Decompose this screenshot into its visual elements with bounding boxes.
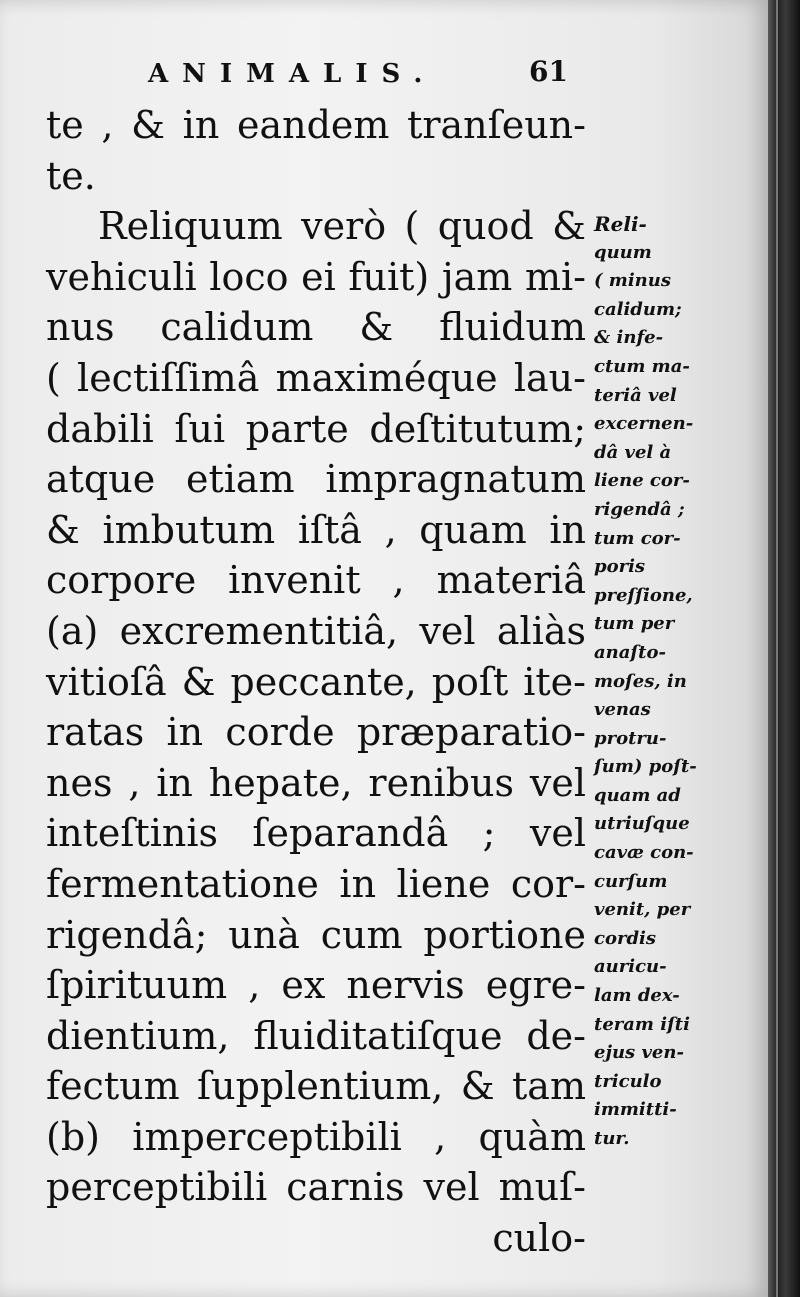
text-line: ratas in corde præparatio- — [46, 710, 586, 755]
marginal-note-line: cavæ con- — [594, 842, 694, 864]
marginal-note-line: ctum ma- — [594, 355, 690, 377]
text-line: perceptibili carnis vel muſ- — [46, 1165, 586, 1210]
text-line: ſpirituum , ex nervis egre- — [46, 963, 586, 1008]
marginal-note-line: ſum) poſt- — [594, 756, 697, 778]
marginal-note-line: quam ad — [594, 784, 681, 806]
text-line: Reliquum verò ( quod & — [98, 204, 586, 249]
marginal-note-line: protru- — [594, 727, 667, 749]
marginal-note-line: teram iſti — [594, 1013, 690, 1035]
marginal-note-line: tum cor- — [594, 527, 681, 549]
text-line: nes , in hepate, renibus vel — [46, 760, 586, 805]
marginal-note-line: rigendâ ; — [594, 498, 685, 520]
running-head: ANIMALIS. — [148, 59, 437, 89]
text-line: te , & in eandem tranſeun- — [46, 103, 586, 147]
text-line: vitioſâ & peccante, poſt ite- — [46, 659, 586, 704]
marginal-note-line: liene cor- — [594, 470, 690, 492]
text-line: (a) excrementitiâ, vel aliàs — [46, 608, 586, 653]
marginal-note-line: curſum — [594, 870, 668, 892]
marginal-note-line: tum per — [594, 613, 675, 635]
text-line: ( lectiſſimâ maximéque lau- — [46, 355, 586, 400]
marginal-note-line: calidum; — [594, 298, 682, 320]
page-header — [148, 55, 568, 99]
marginal-note-line: immitti- — [594, 1099, 677, 1121]
marginal-note-line: anaſto- — [594, 641, 666, 663]
text-line: vehiculi loco ei fuit) jam mi- — [46, 254, 586, 299]
marginal-note-line: tur. — [594, 1128, 630, 1149]
marginal-note-line: Reli- — [594, 212, 647, 236]
book-spine-edge — [768, 0, 800, 1297]
text-line: fectum ſupplentium, & tam — [46, 1064, 586, 1109]
text-line: rigendâ; unà cum portione — [46, 912, 586, 957]
marginal-note-line: triculo — [594, 1070, 662, 1092]
text-line: nus calidum & fluidum — [46, 305, 586, 350]
marginal-note-line: ejus ven- — [594, 1042, 684, 1064]
marginal-note-line: moſes, in — [594, 670, 687, 692]
marginal-note-line: & infe- — [594, 327, 664, 349]
marginal-note-line: ( minus — [594, 270, 671, 292]
marginal-note — [594, 210, 714, 1154]
text-line: fermentatione in liene cor- — [46, 861, 586, 906]
marginal-note-line: lam dex- — [594, 985, 680, 1007]
text-line: dientium, fluiditatiſque de- — [46, 1013, 586, 1058]
marginal-note-line: venit, per — [594, 899, 691, 921]
marginal-note-line: teriâ vel — [594, 384, 677, 406]
text-line: te. — [46, 153, 96, 198]
text-line: & imbutum iſtâ , quam in — [46, 507, 586, 552]
marginal-note-line: dâ vel à — [594, 441, 672, 463]
marginal-note-line: poris — [594, 556, 646, 578]
page-number: 61 — [529, 55, 568, 88]
text-line: (b) imperceptibili , quàm — [46, 1114, 586, 1159]
marginal-note-line: venas — [594, 699, 651, 721]
main-text-block — [46, 100, 586, 1264]
marginal-note-line: utriuſque — [594, 813, 690, 835]
marginal-note-line: quum — [594, 241, 652, 263]
marginal-note-line: cordis — [594, 927, 657, 949]
text-line: inteſtinis ſeparandâ ; vel — [46, 811, 586, 856]
marginal-note-line: auricu- — [594, 956, 667, 978]
catchword: culo- — [492, 1216, 586, 1261]
marginal-note-line: preſſione, — [594, 584, 693, 606]
marginal-note-line: excernen- — [594, 413, 694, 435]
text-line: corpore invenit , materiâ — [46, 558, 586, 603]
text-line: dabili ſui parte deſtitutum; — [46, 406, 586, 451]
text-line: atque etiam impragnatum — [46, 457, 586, 502]
